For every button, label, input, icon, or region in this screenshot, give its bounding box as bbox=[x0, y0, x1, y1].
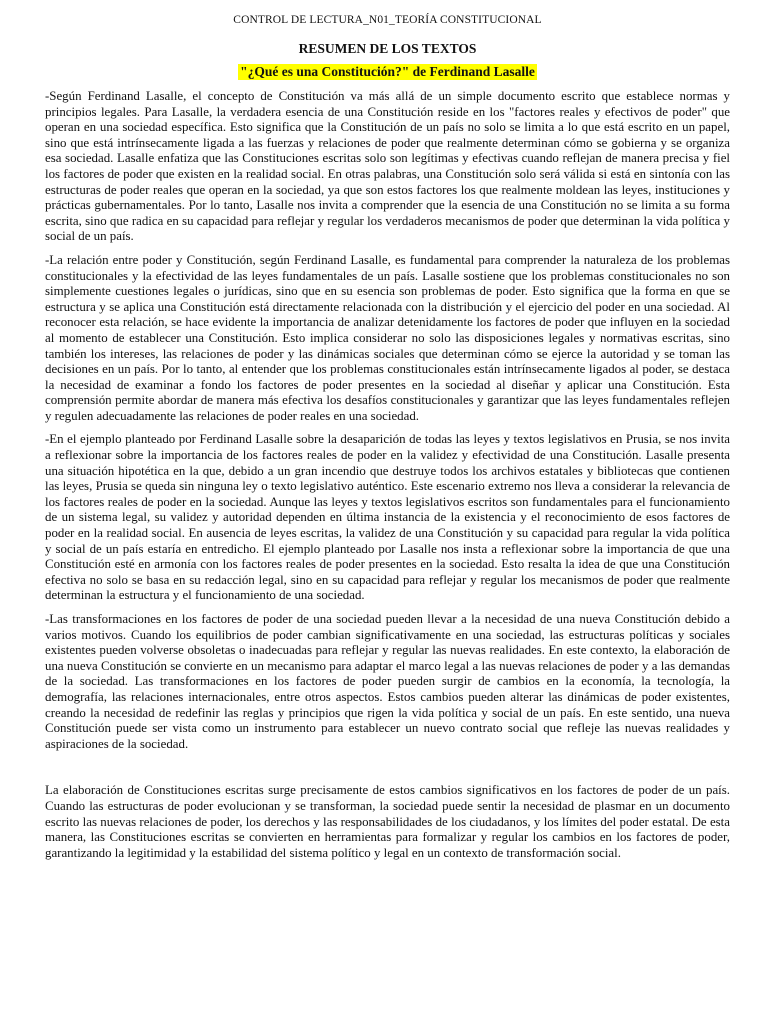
paragraph-5: La elaboración de Constituciones escritas surge precisamente de estos cambios significativos en los factores de poder de un país. Cuando las estructuras de poder evolucionan y se transforman, la sociedad puede sentir la necesidad de plasmar en un documento escrito las nuevas relaciones de poder, los derechos y las responsabilidades de los ciudadanos, y los límites del poder estatal. De esta manera, las Constituciones escritas se convierten en herramientas para formalizar y regular los cambios en los factores de poder, garantizando la legitimidad y la estabilidad del sistema político y legal en un contexto de transformación social. bbox=[45, 783, 730, 860]
paragraph-3: -En el ejemplo planteado por Ferdinand Lasalle sobre la desaparición de todas las leyes y textos legislativos en Prusia, se nos invita a reflexionar sobre la importancia de los factores reales de poder en la validez y efectividad de una Constitución. Lasalle presenta una situación hipotética en la que, debido a un gran incendio que destruye todos los archivos estatales y bibliotecas que contienen las leyes, Prusia se queda sin ninguna ley o texto legislativo auténtico. Este escenario extremo nos lleva a considerar la relevancia de los factores reales de poder en la sociedad. Aunque las leyes y textos legislativos escritos son fundamentales para el funcionamiento de un sistema legal, su validez y autoridad dependen en última instancia de la existencia y el reconocimiento de esos factores de poder en la realidad social. En ausencia de leyes escritas, la validez de una Constitución y su capacidad para regular la vida política y social de un país estaría en entredicho. El ejemplo planteado por Lasalle nos insta a reflexionar sobre la importancia de que una Constitución esté en armonía con los factores reales de poder presentes en la sociedad. Esto resalta la idea de que una Constitución efectiva no solo se basa en su redacción legal, sino en su capacidad para reflejar y regular los mecanismos de poder que realmente determinan la estructura y el funcionamiento de una sociedad. bbox=[45, 432, 730, 603]
highlighted-subtitle: "¿Qué es una Constitución?" de Ferdinand Lasalle bbox=[240, 64, 535, 79]
paragraph-1: -Según Ferdinand Lasalle, el concepto de Constitución va más allá de un simple documento escrito que establece normas y principios legales. Para Lasalle, la verdadera esencia de una Constitución reside en los "factores reales y efectivos de poder" que operan en una sociedad específica. Esto significa que la Constitución de un país no solo se limita a lo que está escrito en un papel, sino que está intrínsecamente ligada a las fuerzas y relaciones de poder que realmente determinan cómo se gobierna y se organiza esa sociedad. Lasalle enfatiza que las Constituciones escritas solo son legítimas y efectivas cuando reflejan de manera precisa y fiel los factores de poder que existen en la realidad social. En otras palabras, una Constitución solo será válida si está en sintonía con las estructuras de poder reales que operan en la sociedad, ya que son estos factores los que realmente moldean las leyes, instituciones y prácticas gubernamentales. Por lo tanto, Lasalle nos invita a comprender que la esencia de una Constitución no se limita a su forma escrita, sino que radica en su capacidad para reflejar y regular los verdaderos mecanismos de poder que determinan la vida política y social de un país. bbox=[45, 89, 730, 244]
subtitle-container bbox=[45, 63, 730, 81]
document-header: CONTROL DE LECTURA_N01_TEORÍA CONSTITUCIONAL bbox=[233, 14, 542, 26]
document-title: RESUMEN DE LOS TEXTOS bbox=[298, 41, 477, 56]
paragraph-4: -Las transformaciones en los factores de poder de una sociedad pueden llevar a la necesidad de una nueva Constitución debido a varios motivos. Cuando los equilibrios de poder cambian significativamente en una sociedad, las estructuras políticas y sociales existentes pueden volverse obsoletas o inadecuadas para reflejar y regular las nuevas realidades. En este contexto, la elaboración de una nueva Constitución se convierte en un mecanismo para adaptar el marco legal a las nuevas relaciones de poder y a las demandas de la sociedad. Las transformaciones en los factores de poder pueden surgir de cambios en la economía, la tecnología, la demografía, las relaciones internacionales, entre otros aspectos. Estos cambios pueden alterar las dinámicas de poder existentes, creando la necesidad de redefinir las reglas y principios que rigen la vida política y social de un país. En este sentido, una nueva Constitución puede ser vista como un instrumento para establecer un nuevo contrato social que refleje las nuevas realidades y aspiraciones de la sociedad. bbox=[45, 612, 730, 751]
paragraph-2: -La relación entre poder y Constitución, según Ferdinand Lasalle, es fundamental para comprender la naturaleza de los problemas constitucionales y la efectividad de las leyes fundamentales de un país. Lasalle sostiene que los problemas constitucionales no son simplemente cuestiones legales o jurídicas, sino que en su esencia son problemas de poder. Esto significa que la forma en que se estructura y se aplica una Constitución está directamente relacionada con la distribución y el ejercicio del poder en una sociedad. Al reconocer esta relación, se hace evidente la importancia de analizar detenidamente los factores de poder que influyen en la sociedad al momento de establecer una Constitución. Esto implica considerar no solo las disposiciones legales y normativas escritas, sino también los intereses, las relaciones de poder y las dinámicas sociales que determinan cómo se ejerce la autoridad y se toman las decisiones en un país. Por lo tanto, al entender que los problemas constitucionales están intrínsecamente ligados al poder, se destaca la necesidad de examinar a fondo los factores de poder presentes en la sociedad al diseñar y aplicar una Constitución. Esta comprensión permite abordar de manera más efectiva los desafíos constitucionales y garantizar que las leyes fundamentales reflejen y regulen adecuadamente las relaciones de poder reales en una sociedad. bbox=[45, 252, 730, 423]
